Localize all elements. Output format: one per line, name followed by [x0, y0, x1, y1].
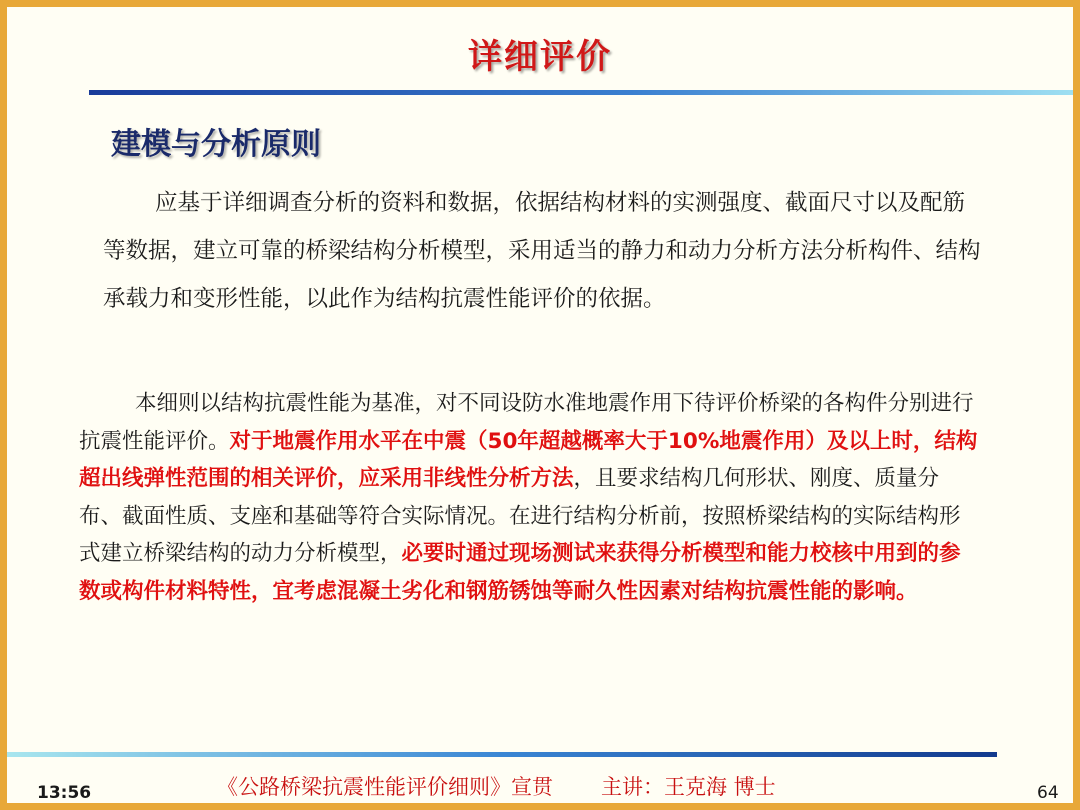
title-divider — [89, 90, 1075, 95]
footer-caption — [217, 771, 776, 801]
paragraph-evaluation-rules — [79, 385, 979, 610]
footer-time: 13:56 — [37, 783, 92, 803]
paragraph-text-normal: ，且要求结构几何形状、刚度、质量分布、截面性质、支座和基础等符合实际情况。在进行结构分析前，按照桥梁结构的实际结构形式建立桥梁结构的动力分析模型， — [79, 466, 961, 566]
footer-lecturer: 主讲：王克海 博士 — [601, 775, 776, 799]
paragraph-text-normal: 本细则以结构抗震性能为基准，对不同设防水准地震作用下待评价桥梁的各构件分别进行抗震性能评价。 — [79, 391, 974, 454]
section-heading: 建模与分析原则 — [111, 127, 321, 162]
slide-title: 详细评价 — [468, 37, 612, 77]
footer-divider — [7, 752, 997, 757]
emphasis-text-nonlinear: 对于地震作用水平在中震（50年超越概率大于10%地震作用）及以上时，结构超出线弹性范围的相关评价，应采用非线性分析方法 — [79, 428, 978, 491]
page-number: 64 — [1037, 783, 1059, 803]
paragraph-modeling-principle: 应基于详细调查分析的资料和数据，依据结构材料的实测强度、截面尺寸以及配筋等数据，建立可靠的桥梁结构分析模型，采用适当的静力和动力分析方法分析构件、结构承载力和变形性能，以此作为结构抗震性能评价的依据。 — [103, 190, 981, 312]
emphasis-text-field-test: 必要时通过现场测试来获得分析模型和能力校核中用到的参数或构件材料特性，宜考虑混凝土劣化和钢筋锈蚀等耐久性因素对结构抗震性能的影响。 — [79, 541, 961, 604]
footer-course-title: 《公路桥梁抗震性能评价细则》宣贯 — [217, 775, 553, 799]
